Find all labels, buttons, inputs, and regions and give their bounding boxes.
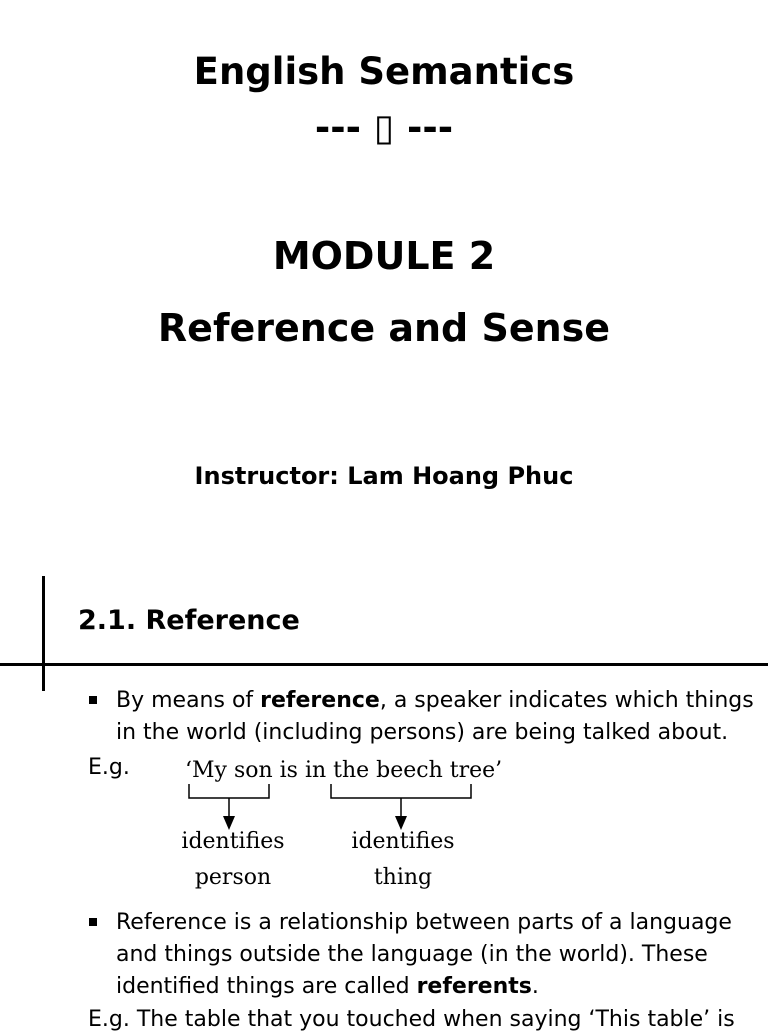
diagram-brackets <box>160 752 490 832</box>
diagram-sentence: ‘My son is in the beech tree’ <box>185 758 503 783</box>
vertical-rule <box>42 576 45 691</box>
square-bullet-icon <box>89 696 97 704</box>
right-diagram-label <box>338 824 468 896</box>
bullet-text-post: , a speaker indicates which things in the world (including persons) are being talked about. <box>116 688 754 745</box>
bullet-text-pre: Reference is a relationship between parts of a language and things outside the language (in the world). These identified things are called <box>116 910 732 999</box>
bullet-term-reference: reference <box>260 688 380 713</box>
right-label-line-1: identifies <box>351 829 455 854</box>
bullet-text-pre: By means of <box>116 688 261 713</box>
example-sentence: E.g. The table that you touched when saying ‘This table’ is <box>88 1007 735 1032</box>
bullet-item-referents <box>116 907 756 1003</box>
module-title: Reference and Sense <box>157 306 611 350</box>
section-heading: 2.1. Reference <box>78 605 300 636</box>
left-label-line-2: person <box>194 865 272 890</box>
left-bracket <box>189 784 269 798</box>
bullet-item-reference <box>116 685 756 749</box>
right-label-line-2: thing <box>373 865 433 890</box>
square-bullet-icon <box>89 918 97 926</box>
document-subtitle: --- ▯ --- <box>314 106 454 149</box>
example-label: E.g. <box>88 755 130 780</box>
left-label-line-1: identifies <box>181 829 285 854</box>
instructor-line: Instructor: Lam Hoang Phuc <box>194 462 574 490</box>
bullet-term-referents: referents <box>416 974 532 999</box>
horizontal-rule <box>0 663 768 666</box>
right-bracket <box>331 784 471 798</box>
left-diagram-label <box>168 824 298 896</box>
document-title: English Semantics <box>193 50 575 93</box>
module-label: MODULE 2 <box>272 234 496 278</box>
bullet-text-post: . <box>531 974 539 999</box>
